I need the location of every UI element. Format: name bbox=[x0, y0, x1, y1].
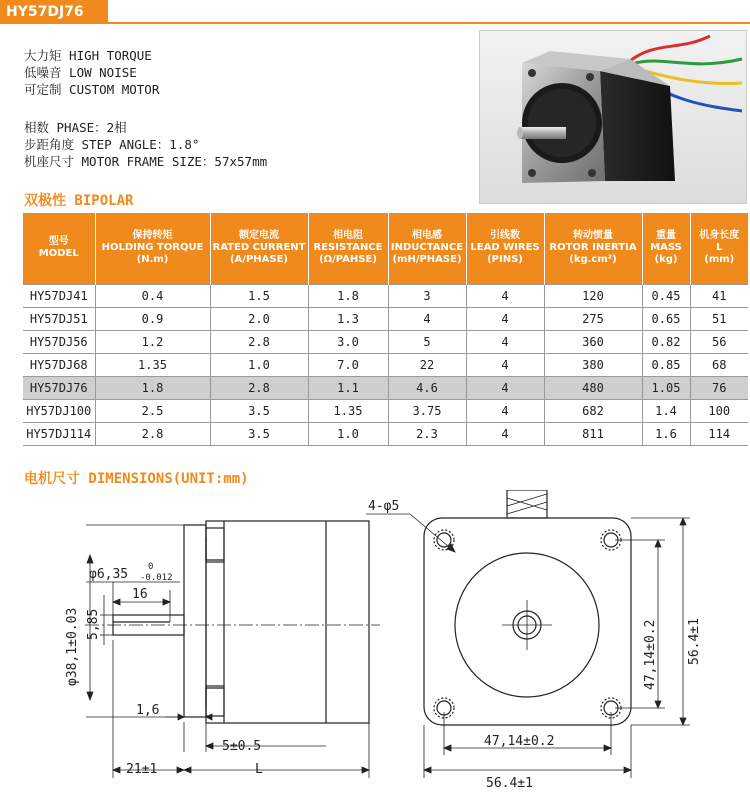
column-header-unit: (Ω/PAHSE) bbox=[319, 254, 377, 266]
cell-leads: 4 bbox=[466, 353, 544, 376]
spec-frame-size: 机座尺寸 MOTOR FRAME SIZE：57x57mm bbox=[24, 154, 268, 169]
cell-torque: 2.8 bbox=[95, 422, 210, 445]
cell-model: HY57DJ56 bbox=[23, 330, 95, 353]
cell-model: HY57DJ76 bbox=[23, 376, 95, 399]
cell-inductance: 5 bbox=[388, 330, 466, 353]
column-header-en: RATED CURRENT bbox=[212, 242, 306, 254]
column-header-unit: (PINS) bbox=[487, 254, 523, 266]
cell-inductance: 4.6 bbox=[388, 376, 466, 399]
column-header-zh: 引线数 bbox=[490, 230, 520, 242]
cell-mass: 1.4 bbox=[642, 399, 690, 422]
feature-zh: 低噪音 bbox=[24, 65, 62, 80]
cell-torque: 1.2 bbox=[95, 330, 210, 353]
feature-en: LOW NOISE bbox=[69, 65, 137, 80]
dim-hole-pitch-v: 47,14±0.2 bbox=[643, 619, 658, 690]
column-header bbox=[210, 213, 308, 284]
spec-phase: 相数 PHASE：2相 bbox=[24, 120, 127, 135]
cell-leads: 4 bbox=[466, 422, 544, 445]
column-header-unit: (mH/PHASE) bbox=[392, 254, 462, 266]
column-header-en: MASS bbox=[650, 242, 682, 254]
feature-zh: 可定制 bbox=[24, 82, 62, 97]
column-header-en: LEAD WIRES bbox=[470, 242, 540, 254]
column-header-en: HOLDING TORQUE bbox=[101, 242, 204, 254]
cell-inertia: 380 bbox=[544, 353, 642, 376]
column-header-en: INDUCTANCE bbox=[390, 242, 464, 254]
column-header bbox=[466, 213, 544, 284]
column-header bbox=[690, 213, 748, 284]
column-header-zh: 相电感 bbox=[412, 230, 442, 242]
cell-torque: 0.4 bbox=[95, 284, 210, 307]
cell-length: 68 bbox=[690, 353, 748, 376]
cell-inductance: 22 bbox=[388, 353, 466, 376]
dimension-drawing bbox=[0, 490, 750, 792]
column-header-unit: (mm) bbox=[704, 254, 735, 266]
dim-shaft-tol-upper: 0 bbox=[148, 562, 154, 572]
cell-model: HY57DJ68 bbox=[23, 353, 95, 376]
cell-inductance: 3 bbox=[388, 284, 466, 307]
column-header bbox=[95, 213, 210, 284]
cell-mass: 1.05 bbox=[642, 376, 690, 399]
cell-current: 1.0 bbox=[210, 353, 308, 376]
dimensions-title: 电机尺寸 DIMENSIONS(UNIT:mm) bbox=[24, 471, 249, 487]
cell-length: 56 bbox=[690, 330, 748, 353]
cell-length: 41 bbox=[690, 284, 748, 307]
column-header bbox=[388, 213, 466, 284]
dim-flat-length: 16 bbox=[132, 587, 148, 602]
column-header-zh: 型号 bbox=[48, 236, 69, 248]
column-header bbox=[23, 213, 95, 284]
table-row bbox=[23, 284, 748, 307]
dim-flat-depth: 5,85 bbox=[86, 608, 101, 640]
feature-en: HIGH TORQUE bbox=[69, 48, 152, 63]
table-row bbox=[23, 307, 748, 330]
cell-mass: 1.6 bbox=[642, 422, 690, 445]
spec-step-angle: 步距角度 STEP ANGLE：1.8° bbox=[24, 137, 200, 152]
cell-torque: 1.8 bbox=[95, 376, 210, 399]
column-header-zh: 转动惯量 bbox=[573, 230, 613, 242]
cell-inductance: 3.75 bbox=[388, 399, 466, 422]
cell-torque: 1.35 bbox=[95, 353, 210, 376]
dim-boss-dia: φ38,1±0.03 bbox=[65, 607, 80, 686]
dim-boss-len: 5±0.5 bbox=[222, 739, 262, 754]
cell-model: HY57DJ100 bbox=[23, 399, 95, 422]
feature-line bbox=[24, 81, 159, 98]
feature-en: CUSTOM MOTOR bbox=[69, 82, 160, 97]
dim-frame-h: 56.4±1 bbox=[486, 776, 533, 791]
cell-inductance: 4 bbox=[388, 307, 466, 330]
dim-hole-pitch-h: 47,14±0.2 bbox=[484, 734, 555, 749]
cell-inertia: 360 bbox=[544, 330, 642, 353]
column-header-zh: 额定电流 bbox=[239, 230, 279, 242]
cell-inertia: 480 bbox=[544, 376, 642, 399]
table-row bbox=[23, 422, 748, 445]
bipolar-title: 双极性 BIPOLAR bbox=[24, 193, 134, 209]
cell-resistance: 1.35 bbox=[308, 399, 388, 422]
table-row bbox=[23, 353, 748, 376]
cell-resistance: 3.0 bbox=[308, 330, 388, 353]
cell-resistance: 7.0 bbox=[308, 353, 388, 376]
feature-line bbox=[24, 64, 137, 81]
cell-leads: 4 bbox=[466, 399, 544, 422]
table-header-row bbox=[23, 213, 748, 284]
column-header-zh: 重量 bbox=[656, 230, 676, 242]
cell-torque: 0.9 bbox=[95, 307, 210, 330]
cell-mass: 0.85 bbox=[642, 353, 690, 376]
column-header-en: L bbox=[716, 242, 723, 254]
column-header-zh: 机身长度 bbox=[699, 230, 740, 242]
motor-image bbox=[480, 31, 747, 204]
cell-current: 2.8 bbox=[210, 376, 308, 399]
column-header-unit: (N.m) bbox=[136, 254, 169, 266]
cell-leads: 4 bbox=[466, 376, 544, 399]
cell-current: 2.8 bbox=[210, 330, 308, 353]
cell-mass: 0.82 bbox=[642, 330, 690, 353]
column-header bbox=[544, 213, 642, 284]
table-row bbox=[23, 399, 748, 422]
cell-model: HY57DJ51 bbox=[23, 307, 95, 330]
cell-mass: 0.65 bbox=[642, 307, 690, 330]
side-body bbox=[206, 521, 369, 723]
cell-length: 114 bbox=[690, 422, 748, 445]
cell-inertia: 682 bbox=[544, 399, 642, 422]
motor-photo bbox=[479, 30, 747, 204]
cell-leads: 4 bbox=[466, 330, 544, 353]
page-title: HY57DJ76 bbox=[0, 0, 108, 24]
cell-leads: 4 bbox=[466, 284, 544, 307]
cell-torque: 2.5 bbox=[95, 399, 210, 422]
table-row bbox=[23, 376, 748, 399]
feature-line bbox=[24, 47, 152, 64]
cell-inertia: 811 bbox=[544, 422, 642, 445]
cell-model: HY57DJ114 bbox=[23, 422, 95, 445]
feature-zh: 大力矩 bbox=[24, 48, 62, 63]
dim-frame-v: 56.4±1 bbox=[687, 618, 702, 665]
title-bar bbox=[0, 0, 750, 24]
dim-flange-thk: 1,6 bbox=[136, 703, 160, 718]
column-header-zh: 保持转矩 bbox=[132, 230, 173, 242]
cell-inertia: 275 bbox=[544, 307, 642, 330]
cell-resistance: 1.8 bbox=[308, 284, 388, 307]
column-header bbox=[308, 213, 388, 284]
cell-current: 3.5 bbox=[210, 399, 308, 422]
dim-shaft-dia: φ6,35 bbox=[89, 567, 129, 582]
dim-shaft-len: 21±1 bbox=[126, 762, 158, 777]
cell-inductance: 2.3 bbox=[388, 422, 466, 445]
cell-mass: 0.45 bbox=[642, 284, 690, 307]
column-header bbox=[642, 213, 690, 284]
column-header-en: RESISTANCE bbox=[313, 242, 383, 254]
cell-current: 1.5 bbox=[210, 284, 308, 307]
cell-resistance: 1.0 bbox=[308, 422, 388, 445]
cell-model: HY57DJ41 bbox=[23, 284, 95, 307]
column-header-en: ROTOR INERTIA bbox=[549, 242, 637, 254]
cell-current: 3.5 bbox=[210, 422, 308, 445]
dim-shaft-tol-lower: -0.012 bbox=[140, 573, 173, 583]
dim-body-len: L bbox=[255, 762, 263, 777]
column-header-zh: 相电阻 bbox=[333, 230, 363, 242]
cell-resistance: 1.3 bbox=[308, 307, 388, 330]
cell-length: 51 bbox=[690, 307, 748, 330]
cell-length: 100 bbox=[690, 399, 748, 422]
cell-resistance: 1.1 bbox=[308, 376, 388, 399]
cell-inertia: 120 bbox=[544, 284, 642, 307]
cell-leads: 4 bbox=[466, 307, 544, 330]
cell-length: 76 bbox=[690, 376, 748, 399]
column-header-en: MODEL bbox=[38, 248, 79, 260]
dim-holes: 4-φ5 bbox=[368, 499, 400, 514]
column-header-unit: (kg.cm²) bbox=[569, 254, 617, 266]
spec-table bbox=[23, 213, 748, 446]
column-header-unit: (kg) bbox=[654, 254, 678, 266]
cell-current: 2.0 bbox=[210, 307, 308, 330]
table-row bbox=[23, 330, 748, 353]
column-header-unit: (A/PHASE) bbox=[229, 254, 288, 266]
